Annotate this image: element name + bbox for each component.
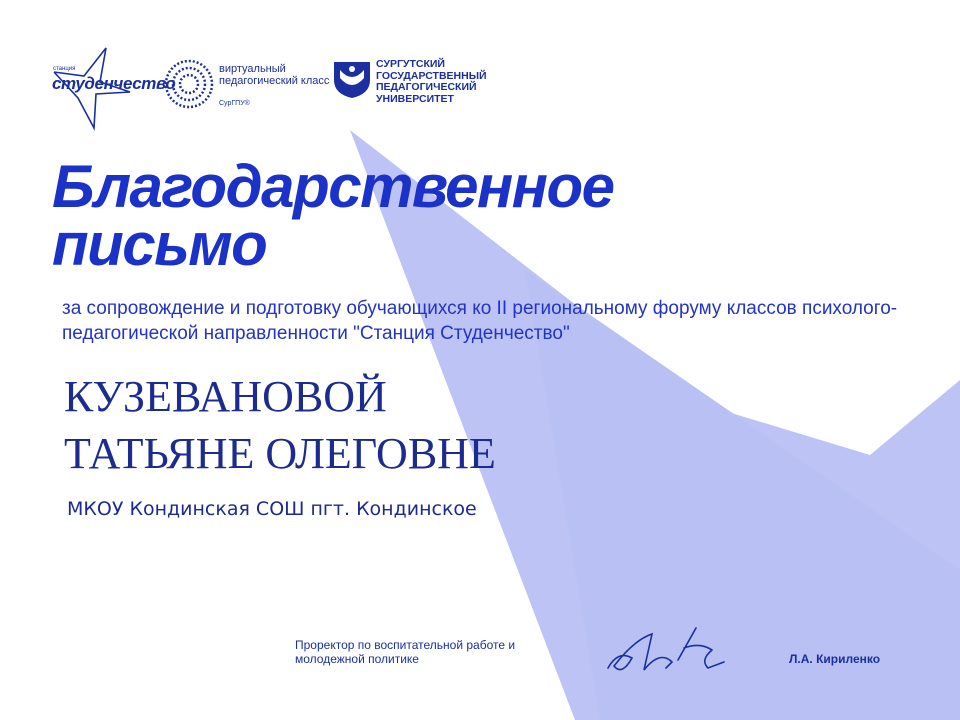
recipient-name xyxy=(64,368,764,482)
letter-purpose: за сопровождение и подготовку обучающихся ко II региональному форуму классов психолого-педагогической направленности "Станция Студенчество" xyxy=(62,298,898,344)
logo-university-text: СУРГУТСКИЙ ГОСУДАРСТВЕННЫЙ ПЕДАГОГИЧЕСКИЙ УНИВЕРСИТЕТ xyxy=(376,58,487,105)
logo-virtual-class-text: виртуальный педагогический класс xyxy=(219,63,330,87)
dotted-circle-logo-icon xyxy=(163,58,215,110)
logo-station-main: студенчество xyxy=(52,74,176,93)
recipient-organization: МКОУ Кондинская СОШ пгт. Кондинское xyxy=(67,498,477,520)
recipient-given-names: ТАТЬЯНЕ ОЛЕГОВНЕ xyxy=(64,429,496,478)
logo-virtual-class-sub: СурГПУ® xyxy=(219,100,250,107)
signer-name: Л.А. Кириленко xyxy=(789,652,881,666)
signer-position: Проректор по воспитательной работе и молодежной политике xyxy=(295,638,516,666)
handwritten-signature xyxy=(600,620,740,680)
logo-station-small: станция xyxy=(53,66,76,72)
recipient-surname: КУЗЕВАНОВОЙ xyxy=(64,372,387,421)
university-emblem-icon xyxy=(332,58,372,100)
header-logos xyxy=(0,0,960,140)
letter-title: Благодарственное письмо xyxy=(52,153,614,278)
